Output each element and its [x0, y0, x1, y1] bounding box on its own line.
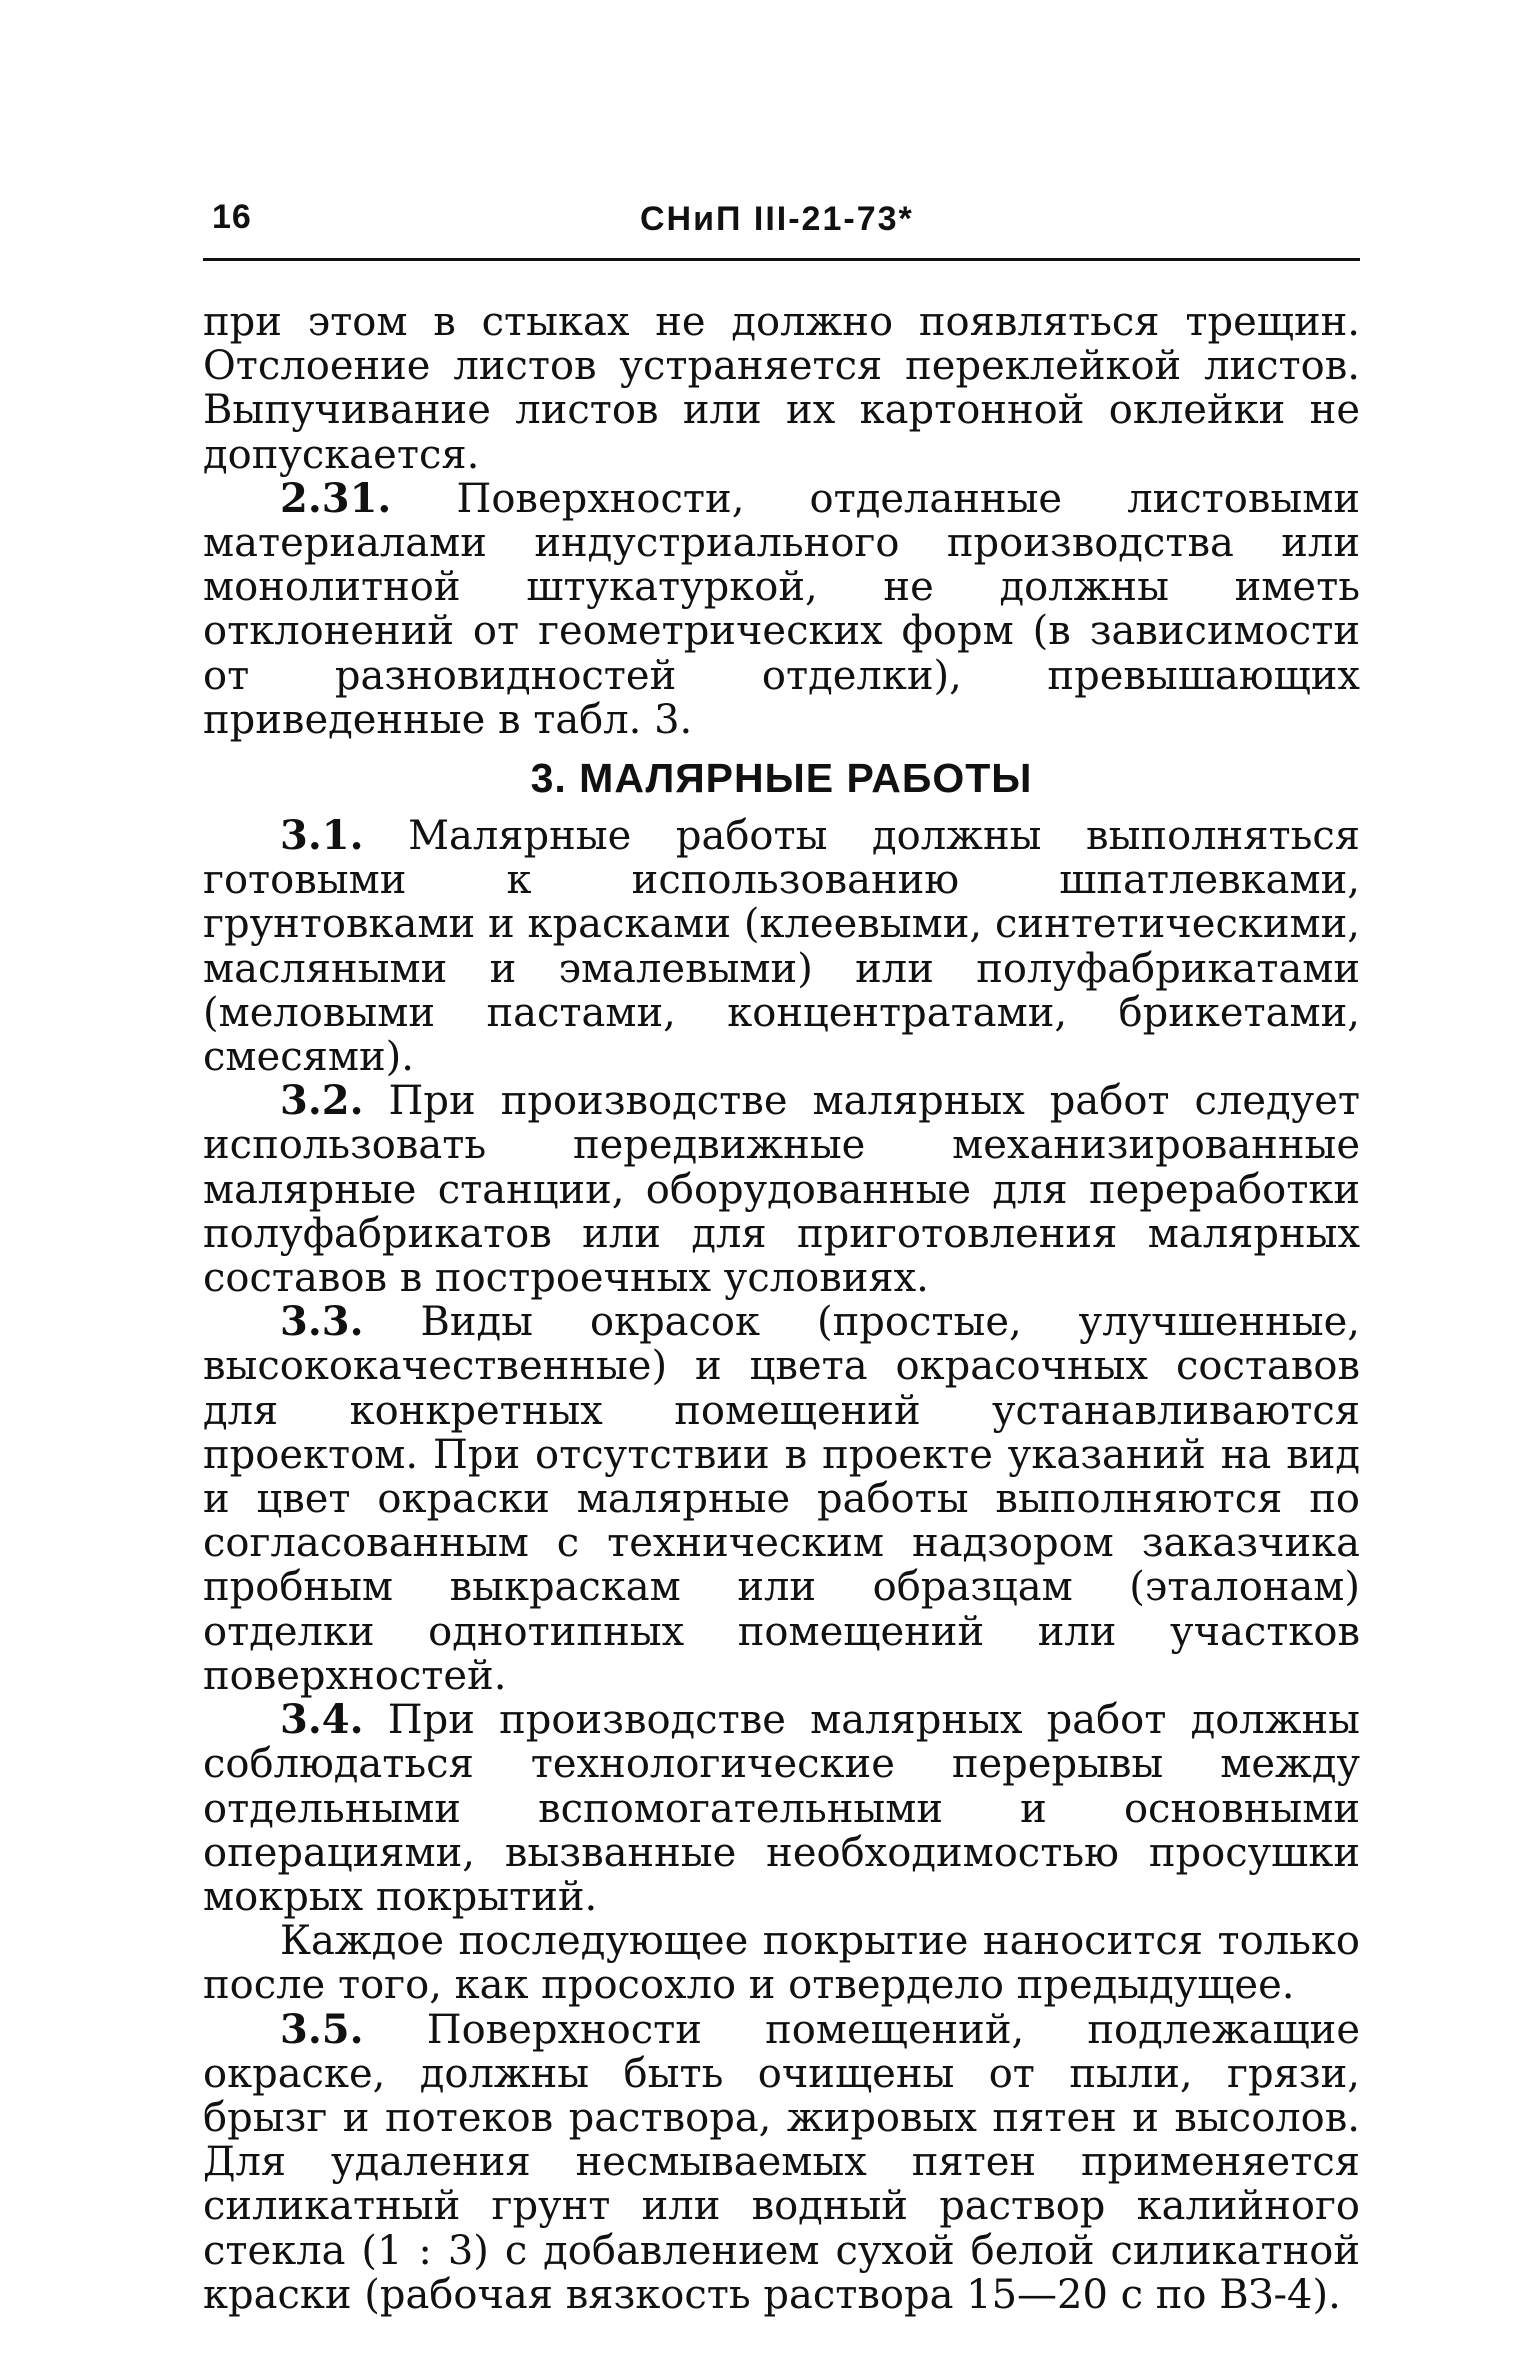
paragraph-3-4-continued: Каждое последующее покрытие наносится только после того, как просохло и отвердело предыдущее. [203, 1918, 1360, 2009]
clause-text: Поверхности помещений, подлежащие окраске, должны быть очищены от пыли, грязи, брызг и потеков раствора, жировых пятен и высолов. Для удаления несмываемых пятен применяется силикатный грунт или водный раствор калийного стекла (1 : 3) с добавлением сухой белой силикатной краски (рабочая вязкость раствора 15—20 с по ВЗ-4). [203, 2006, 1361, 2318]
clause-text: Поверхности, отделанные листовыми материалами индустриального производства или монолитной штукатуркой, не должны иметь отклонений от геометрических форм (в зависимости от разновидностей отделки), превышающих приведенные в табл. 3. [203, 475, 1361, 743]
clause-text: При производстве малярных работ должны соблюдаться технологические перерывы между отдельными вспомогательными и основными операциями, вызванные необходимостью просушки мокрых покрытий. [203, 1697, 1360, 1920]
paragraph-3-2 [203, 1079, 1360, 1300]
paragraph-3-4 [203, 1698, 1360, 1919]
clause-number: 2.31. [280, 474, 392, 522]
paragraph-3-5 [203, 2005, 1361, 2318]
paragraph-3-3 [203, 1300, 1360, 1698]
clause-text: При производстве малярных работ следует использовать передвижные механизированные малярные станции, оборудованные для переработки полуфабрикатов или для приготовления малярных составов в построечных условиях. [203, 1078, 1361, 1302]
paragraph-2-31 [203, 474, 1361, 743]
clause-text: Виды окрасок (простые, улучшенные, высококачественные) и цвета окрасочных составов для конкретных помещений устанавливаются проектом. При отсутствии в проекте указаний на вид и цвет окраски малярные работы выполняются по согласованным с техническим надзором заказчика пробным выкраскам или образцам (эталонам) отделки однотипных помещений или участков поверхностей. [203, 1299, 1361, 1699]
clause-number: 3.3. [280, 1298, 364, 1346]
running-title: СНиП III-21-73* [640, 200, 914, 238]
document-body [203, 300, 1360, 2317]
clause-number: 3.1. [280, 812, 364, 860]
page-number: 16 [212, 198, 252, 236]
clause-number: 3.4. [280, 1696, 364, 1744]
clause-number: 3.2. [280, 1077, 364, 1125]
page-header [200, 188, 1360, 248]
clause-text: Малярные работы должны выполняться готовыми к использованию шпатлевками, грунтовками и красками (клеевыми, синтетическими, масляными и эмалевыми) или полуфабрикатами (меловыми пастами, концентратами, брикетами, смесями). [203, 813, 1360, 1081]
paragraph-3-1 [203, 814, 1360, 1079]
header-rule [203, 258, 1360, 261]
paragraph-continued: при этом в стыках не должно появляться трещин. Отслоение листов устраняется переклейкой листов. Выпучивание листов или их картонной оклейки не допускается. [203, 299, 1360, 478]
section-heading: 3. МАЛЯРНЫЕ РАБОТЫ [530, 755, 1033, 802]
clause-number: 3.5. [280, 2005, 364, 2053]
